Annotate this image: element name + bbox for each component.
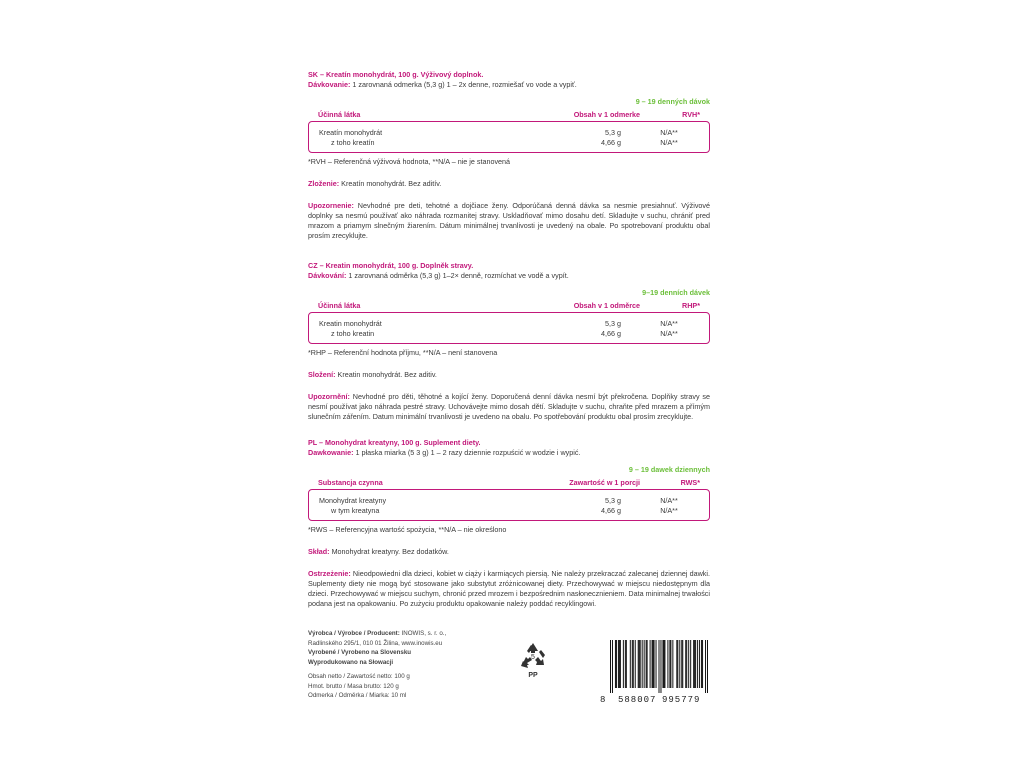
composition-text: Monohydrat kreatyny. Bez dodatków. xyxy=(329,547,449,556)
barcode xyxy=(598,640,710,710)
warning-label: Upozornění: xyxy=(308,392,350,401)
scoop-volume: Odmerka / Odměrka / Miarka: 10 ml xyxy=(308,692,407,699)
barcode-bar xyxy=(635,640,636,688)
barcode-bar xyxy=(644,640,645,688)
producer-info xyxy=(308,629,528,701)
nutrition-table xyxy=(308,489,710,521)
table-row xyxy=(319,128,699,138)
barcode-first-digit: 8 xyxy=(600,695,606,705)
barcode-bar xyxy=(685,640,686,688)
col-content: Obsah v 1 odměrce xyxy=(573,301,640,310)
barcode-bar xyxy=(699,640,700,688)
barcode-bar xyxy=(638,640,639,688)
col-substance: Substancja czynna xyxy=(318,478,383,487)
barcode-bar xyxy=(656,640,657,688)
barcode-bar xyxy=(650,640,651,688)
barcode-bar xyxy=(630,640,631,688)
nutrition-table xyxy=(308,312,710,344)
barcode-bar xyxy=(618,640,619,688)
barcode-bar xyxy=(647,640,648,688)
barcode-right-digits: 995779 xyxy=(662,695,701,705)
label-text xyxy=(308,70,710,623)
dosing-line xyxy=(308,80,710,90)
table-header xyxy=(308,478,710,489)
barcode-bar xyxy=(670,640,671,688)
col-ref: RHP* xyxy=(682,301,700,310)
row-name: z toho kreatin xyxy=(331,329,375,338)
section-cz xyxy=(308,261,710,422)
barcode-bar xyxy=(676,640,677,688)
col-content: Zawartość w 1 porcji xyxy=(569,478,640,487)
row-value: 4,66 g xyxy=(601,506,621,515)
warning xyxy=(308,201,710,241)
composition-label: Zloženie: xyxy=(308,179,340,188)
barcode-bar xyxy=(612,640,613,693)
barcode-bar xyxy=(654,640,655,688)
row-value: 5,3 g xyxy=(605,496,621,505)
barcode-bar xyxy=(625,640,626,688)
barcode-bar xyxy=(669,640,670,688)
barcode-bar xyxy=(667,640,668,688)
servings-count: 9 – 19 denných dávok xyxy=(635,97,710,106)
barcode-bar xyxy=(610,640,611,693)
row-ref: N/A** xyxy=(660,138,678,147)
row-ref: N/A** xyxy=(660,496,678,505)
dosing-label: Dávkovanie: xyxy=(308,80,351,89)
section-pl xyxy=(308,438,710,609)
barcode-bar xyxy=(632,640,633,688)
warning-label: Ostrzeżenie: xyxy=(308,569,351,578)
barcode-bar xyxy=(616,640,617,688)
barcode-bar xyxy=(695,640,696,688)
table-header xyxy=(308,301,710,312)
producer-label: Výrobca / Výrobce / Producent: xyxy=(308,630,400,637)
barcode-bar xyxy=(659,640,660,693)
nutrition-table xyxy=(308,121,710,153)
col-substance: Účinná látka xyxy=(318,301,361,310)
producer-line xyxy=(308,629,528,639)
servings-count: 9 – 19 dawek dziennych xyxy=(628,465,710,474)
composition xyxy=(308,179,710,189)
warning-text: Nieodpowiedni dla dzieci, kobiet w ciąży i karmiących piersią. Nie należy przekraczać zalecanej dziennej dawki. Suplementy diety nie mogą być stosowane jako substytut zróżnicowanej diety. Przechowywać w miejscu niedostępnym dla dzieci. Przechowywać w miejscu suchym, chronić przed mrozem i bezpośrednim nasłonecznieniem. Data minimalnej trwałości podana jest na opakowaniu. Po zużyciu produktu opakowanie należy poddać recyklingowi. xyxy=(308,569,710,608)
barcode-bar xyxy=(653,640,654,688)
dosing-text: 1 zarovnaná odměrka (5,3 g) 1–2× denně, rozmíchat ve vodě a vypít. xyxy=(346,271,569,280)
barcode-bar xyxy=(702,640,703,688)
row-name: Monohydrat kreatyny xyxy=(319,496,387,505)
table-row xyxy=(319,496,699,506)
section-heading: SK – Kreatín monohydrát, 100 g. Výživový doplnok. xyxy=(308,70,484,79)
warning-text: Nevhodné pre deti, tehotné a dojčiace ženy. Odporúčaná denná dávka sa nesmie presiahnuť. Výživové doplnky sa nesmú používať ako náhrada rozmanitej stravy. Uskladňovať mimo dosahu detí. Skladujte v suchu, chrániť pred mrazom a priamym slnečným žiarením. Dátum minimálnej trvanlivosti je uvedený na obale. Po spotrebovaní produktu obal prosím zrecyklujte. xyxy=(308,201,710,240)
composition xyxy=(308,547,710,557)
composition-text: Kreatin monohydrát. Bez aditiv. xyxy=(335,370,437,379)
barcode-left-digits: 588007 xyxy=(618,695,657,705)
gross-weight: Hmot. brutto / Masa brutto: 120 g xyxy=(308,682,399,690)
row-name: z toho kreatín xyxy=(331,138,375,147)
recycle-code: PP xyxy=(528,672,538,679)
dosing-line xyxy=(308,271,710,281)
barcode-bar xyxy=(620,640,621,688)
row-ref: N/A** xyxy=(660,128,678,137)
composition-text: Kreatín monohydrát. Bez aditív. xyxy=(339,179,442,188)
barcode-bar xyxy=(652,640,653,688)
row-name: w tym kreatyna xyxy=(331,506,380,515)
table-row xyxy=(319,506,699,516)
dosing-text: 1 zarovnaná odmerka (5,3 g) 1 – 2x denne, rozmiešať vo vode a vypiť. xyxy=(350,80,577,89)
col-ref: RVH* xyxy=(682,110,700,119)
barcode-bar xyxy=(697,640,698,688)
barcode-bar xyxy=(623,640,624,688)
table-row xyxy=(319,138,699,148)
made-in-pl: Wyprodukowano na Słowacji xyxy=(308,658,394,666)
composition-label: Složení: xyxy=(308,370,336,379)
producer-address: Radlinského 295/1, 010 01 Žilina, www.inowis.eu xyxy=(308,639,443,647)
row-ref: N/A** xyxy=(660,319,678,328)
barcode-bar xyxy=(662,640,663,688)
barcode-bar xyxy=(682,640,683,688)
barcode-bar xyxy=(707,640,708,693)
col-ref: RWS* xyxy=(680,478,700,487)
table-note: *RHP – Referenční hodnota příjmu, **N/A – není stanovena xyxy=(308,348,498,357)
barcode-bar xyxy=(688,640,689,688)
dosing-text: 1 płaska miarka (5 3 g) 1 – 2 razy dziennie rozpuścić w wodzie i wypić. xyxy=(353,448,581,457)
row-value: 5,3 g xyxy=(605,319,621,328)
barcode-bars xyxy=(610,640,708,693)
row-name: Kreatin monohydrát xyxy=(319,319,382,328)
producer-name: INOWIS, s. r. o., xyxy=(399,630,447,637)
barcode-bar xyxy=(660,640,661,693)
section-sk xyxy=(308,70,710,241)
net-weight: Obsah netto / Zawartość netto: 100 g xyxy=(308,673,410,680)
table-row xyxy=(319,329,699,339)
barcode-bar xyxy=(663,640,664,688)
barcode-bar xyxy=(693,640,694,688)
warning-text: Nevhodné pro děti, těhotné a kojící ženy. Doporučená denní dávka nesmí být překročena. Doplňky stravy se nesmí používat jako náhrada pestré stravy. Uchovávejte mimo dosah dětí. Skladujte v suchu, chraňte před mrazem a přímým slunečním zářením. Datum minimální trvanlivosti je uvedeno na obalu. Po spotřebování produktu obal prosím zrecyklujte. xyxy=(308,392,710,421)
composition xyxy=(308,370,710,380)
barcode-bar xyxy=(672,640,673,688)
barcode-bar xyxy=(626,640,627,688)
servings-count: 9–19 denních dávek xyxy=(642,288,710,297)
recycle-number: 5 xyxy=(531,654,535,661)
row-ref: N/A** xyxy=(660,506,678,515)
made-in-sk: Vyrobené / Vyrobeno na Slovensku xyxy=(308,649,412,656)
warning xyxy=(308,569,710,609)
dosing-label: Dawkowanie: xyxy=(308,448,354,457)
composition-label: Skład: xyxy=(308,547,330,556)
col-content: Obsah v 1 odmerke xyxy=(573,110,640,119)
barcode-bar xyxy=(690,640,691,688)
barcode-bar xyxy=(677,640,678,688)
barcode-bar xyxy=(705,640,706,693)
recycle-icon xyxy=(518,641,548,681)
barcode-bar xyxy=(639,640,640,688)
barcode-bar xyxy=(686,640,687,688)
row-value: 4,66 g xyxy=(601,329,621,338)
barcode-bar xyxy=(640,640,641,688)
dosing-label: Dávkování: xyxy=(308,271,347,280)
barcode-bar xyxy=(701,640,702,688)
col-substance: Účinná látka xyxy=(318,110,361,119)
warning-label: Upozornenie: xyxy=(308,201,354,210)
section-heading: PL – Monohydrat kreatyny, 100 g. Suplement diety. xyxy=(308,438,481,447)
row-name: Kreatín monohydrát xyxy=(319,128,383,137)
barcode-bar xyxy=(619,640,620,688)
barcode-bar xyxy=(615,640,616,688)
table-note: *RWS – Referencyjna wartość spożycia, **N/A – nie określono xyxy=(308,525,507,534)
barcode-bar xyxy=(681,640,682,688)
table-header xyxy=(308,110,710,121)
barcode-bar xyxy=(646,640,647,688)
table-row xyxy=(319,319,699,329)
row-ref: N/A** xyxy=(660,329,678,338)
barcode-bar xyxy=(633,640,634,688)
barcode-bar xyxy=(664,640,665,688)
table-note: *RVH – Referenčná výživová hodnota, **N/A – nie je stanovená xyxy=(308,157,511,166)
row-value: 4,66 g xyxy=(601,138,621,147)
warning xyxy=(308,392,710,422)
row-value: 5,3 g xyxy=(605,128,621,137)
section-heading: CZ – Kreatin monohydrát, 100 g. Doplněk stravy. xyxy=(308,261,474,270)
barcode-bar xyxy=(694,640,695,688)
barcode-bar xyxy=(642,640,643,688)
barcode-bar xyxy=(679,640,680,688)
dosing-line xyxy=(308,448,710,458)
